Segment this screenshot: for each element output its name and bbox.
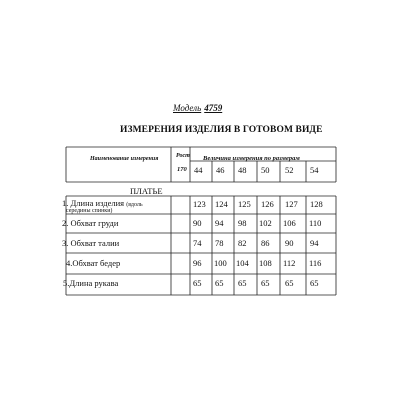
table-cell: 65 xyxy=(238,278,247,288)
table-cell: 94 xyxy=(310,238,319,248)
table-cell: 82 xyxy=(238,238,247,248)
header-measurement-name: Наименование измерения xyxy=(90,156,159,162)
size-header: 44 xyxy=(194,165,203,175)
row-label: 3. Обхват талии xyxy=(62,238,120,248)
table-cell: 108 xyxy=(259,258,272,268)
table-cell: 90 xyxy=(285,238,294,248)
table-cell: 100 xyxy=(214,258,227,268)
table-cell: 102 xyxy=(259,218,272,228)
table-cell: 104 xyxy=(236,258,249,268)
model-line xyxy=(173,103,222,113)
table-cell: 65 xyxy=(261,278,270,288)
size-header: 54 xyxy=(310,165,319,175)
table-cell: 128 xyxy=(310,199,323,209)
row-label: 4.Обхват бедер xyxy=(66,258,121,268)
header-rost: Рост xyxy=(176,153,190,159)
table-cell: 96 xyxy=(193,258,202,268)
table-cell: 124 xyxy=(215,199,228,209)
table-cell: 65 xyxy=(285,278,294,288)
table-cell: 106 xyxy=(283,218,296,228)
row-label-sub: середины спинки) xyxy=(66,208,113,214)
table-cell: 127 xyxy=(285,199,298,209)
table-cell: 126 xyxy=(261,199,274,209)
table-cell: 86 xyxy=(261,238,270,248)
size-header: 46 xyxy=(216,165,225,175)
row-label: 5.Длина рукава xyxy=(63,278,119,288)
table-cell: 90 xyxy=(193,218,202,228)
size-header: 50 xyxy=(261,165,270,175)
table-cell: 98 xyxy=(238,218,247,228)
table-cell: 94 xyxy=(215,218,224,228)
size-header: 52 xyxy=(285,165,294,175)
table-cell: 65 xyxy=(215,278,224,288)
model-label: Модель xyxy=(173,103,202,113)
size-header: 48 xyxy=(238,165,247,175)
table-cell: 74 xyxy=(193,238,202,248)
header-rost-value: 170 xyxy=(177,166,187,173)
table-cell: 123 xyxy=(193,199,206,209)
table-cell: 112 xyxy=(283,258,296,268)
table-cell: 116 xyxy=(309,258,322,268)
row-label: 1. Длина изделия (вдоль xyxy=(62,198,143,208)
model-number: 4759 xyxy=(204,103,223,113)
row-label: 2. Обхват груди xyxy=(62,218,119,228)
page-title: ИЗМЕРЕНИЯ ИЗДЕЛИЯ В ГОТОВОМ ВИДЕ xyxy=(120,125,323,135)
section-title: ПЛАТЬЕ xyxy=(130,186,163,196)
table-cell: 110 xyxy=(309,218,322,228)
table-cell: 125 xyxy=(238,199,251,209)
table-cell: 78 xyxy=(215,238,224,248)
header-sizes: Величина измерения по размерам xyxy=(203,155,300,162)
table-cell: 65 xyxy=(310,278,319,288)
table-cell: 65 xyxy=(193,278,202,288)
